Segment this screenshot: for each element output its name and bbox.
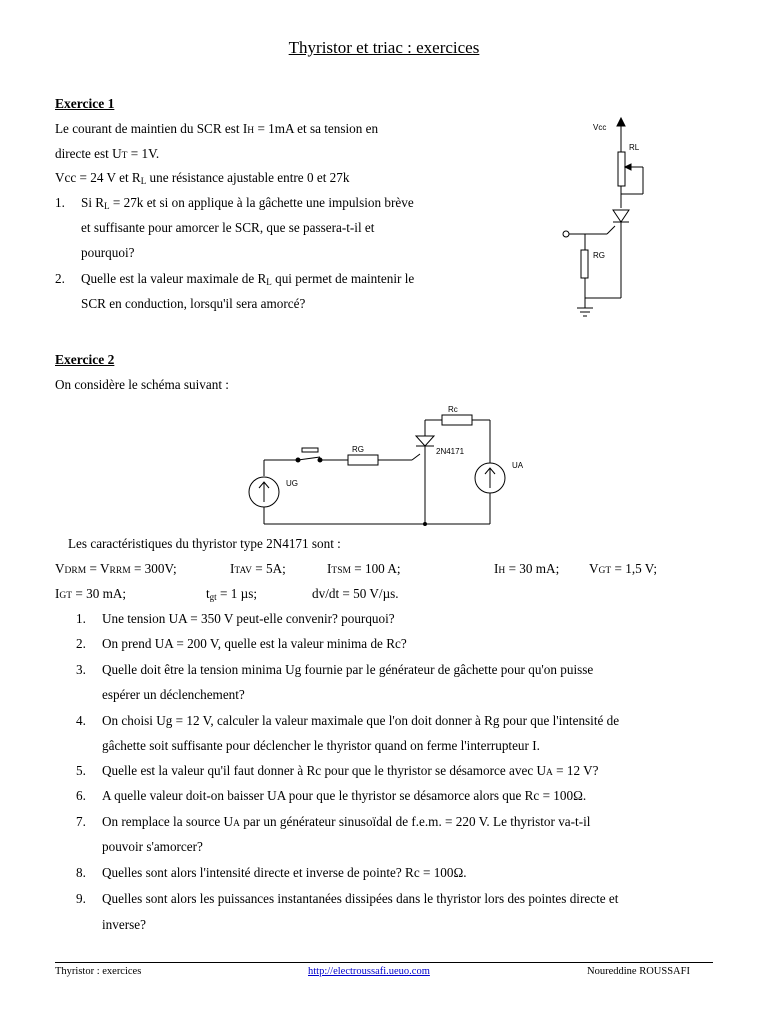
footer-left: Thyristor : exercices <box>55 966 142 977</box>
ex2-question-2: 2. On prend UA = 200 V, quelle est la valeur minima de Rc? <box>76 636 407 651</box>
footer-link[interactable]: http://electroussafi.ueuo.com <box>308 966 430 977</box>
ex1-question-2-line-2: SCR en conduction, lorsqu'il sera amorcé? <box>81 296 306 311</box>
ex2-question-8: 8. Quelles sont alors l'intensité directe et inverse de pointe? Rc = 100Ω. <box>76 865 467 880</box>
rc-resistor-icon <box>442 415 472 425</box>
ex2-question-1: 1. Une tension UA = 350 V peut-elle convenir? pourquoi? <box>76 611 395 626</box>
thyristor-test-circuit-diagram <box>240 402 540 530</box>
rg-label: RG <box>352 445 364 454</box>
rc-label: Rc <box>448 405 458 414</box>
part-label: 2N4171 <box>436 447 465 456</box>
vcc-label: Vcc <box>593 123 607 132</box>
spec-itav: ITAV = 5A; <box>230 561 286 576</box>
rg-resistor-icon <box>581 250 588 278</box>
spec-itsm: ITSM = 100 A; <box>327 561 401 576</box>
spec-tgt: tgt = 1 µs; <box>206 586 258 602</box>
ua-label: UA <box>512 461 524 470</box>
ex1-line-1: Le courant de maintien du SCR est IH = 1mA et sa tension en <box>55 121 379 136</box>
ex2-question-3-line-2: espérer un déclenchement? <box>102 687 245 702</box>
page-title: Thyristor et triac : exercices <box>288 38 480 57</box>
spec-vdrm: VDRM = VRRM = 300V; <box>55 561 177 576</box>
spec-ih: IH = 30 mA; <box>494 561 560 576</box>
exercise-1-heading: Exercice 1 <box>55 96 115 111</box>
ex1-question-1: 1. Si RL = 27k et si on applique à la gâchette une impulsion brève <box>55 195 414 211</box>
ex2-characteristics-intro: Les caractéristiques du thyristor type 2N4171 sont : <box>68 536 341 551</box>
interrupter-switch-icon <box>302 448 318 452</box>
rl-label: RL <box>629 143 640 152</box>
ex2-question-3: 3. Quelle doit être la tension minima Ug fournie par le générateur de gâchette pour qu'on puisse <box>76 662 594 677</box>
ex2-question-5: 5. Quelle est la valeur qu'il faut donner à Rc pour que le thyristor se désamorce avec UA = 12 V? <box>76 763 599 778</box>
ex1-question-1-line-2: et suffisante pour amorcer le SCR, que se passera-t-il et <box>81 220 375 235</box>
spec-vgt: VGT = 1,5 V; <box>589 561 657 576</box>
rl-resistor-icon <box>618 152 625 186</box>
ex2-intro: On considère le schéma suivant : <box>55 377 229 392</box>
ex1-question-1-line-3: pourquoi? <box>81 245 135 260</box>
footer-divider <box>55 962 713 963</box>
footer-author: Noureddine ROUSSAFI <box>587 966 690 977</box>
ex2-question-7: 7. On remplace la source UA par un générateur sinusoïdal de f.e.m. = 220 V. Le thyristor va-t-il <box>76 814 591 829</box>
rg-resistor-icon <box>348 455 378 465</box>
exercise-2-heading: Exercice 2 <box>55 352 115 367</box>
ex2-question-9: 9. Quelles sont alors les puissances instantanées dissipées dans le thyristor lors des pointes directe et <box>76 891 619 906</box>
ex2-question-6: 6. A quelle valeur doit-on baisser UA pour que le thyristor se désamorce alors que Rc = 100Ω. <box>76 788 587 803</box>
scr-thyristor-icon <box>613 210 629 222</box>
ex1-line-3: Vcc = 24 V et RL une résistance ajustable entre 0 et 27k <box>55 170 350 186</box>
rg-label: RG <box>593 251 605 260</box>
thyristor-2n4171-icon <box>416 436 434 446</box>
ex2-question-9-line-2: inverse? <box>102 917 146 932</box>
ex2-question-4-line-2: gâchette soit suffisante pour déclencher le thyristor quand on ferme l'interrupteur I. <box>102 738 540 753</box>
ex1-question-2: 2. Quelle est la valeur maximale de RL qui permet de maintenir le <box>55 271 415 287</box>
ug-label: UG <box>286 479 298 488</box>
spec-dvdt: dv/dt = 50 V/µs. <box>312 586 399 601</box>
vcc-arrow-icon <box>617 118 625 126</box>
spec-igt: IGT = 30 mA; <box>55 586 127 601</box>
gate-terminal-icon <box>563 231 569 237</box>
scr-circuit-diagram <box>555 112 675 327</box>
ex2-question-4: 4. On choisi Ug = 12 V, calculer la valeur maximale que l'on doit donner à Rg pour que l'intensité de <box>76 713 620 728</box>
ex2-question-7-line-2: pouvoir s'amorcer? <box>102 839 203 854</box>
ex1-line-2: directe est UT = 1V. <box>55 146 160 161</box>
